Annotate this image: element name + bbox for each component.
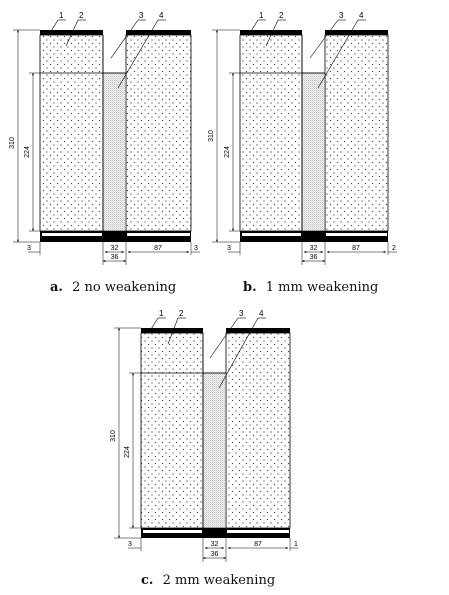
top-plate-right <box>126 30 191 35</box>
bottom-base-plate <box>240 231 388 242</box>
dim-inner-height: 224 <box>124 446 131 458</box>
caption-text: 1 mm weakening <box>265 280 379 295</box>
callout-label-1: 1 <box>259 11 264 20</box>
dim-inner-height: 224 <box>224 146 231 158</box>
core-filled-column <box>203 373 226 528</box>
dim-right-width: 87 <box>254 541 262 548</box>
left-panel <box>40 35 103 231</box>
bottom-base-gap <box>143 530 202 533</box>
dim-left-gap: 3 <box>27 245 31 252</box>
dim-total-height: 310 <box>9 137 16 149</box>
callout-label-3: 3 <box>339 11 344 20</box>
dim-inner-height: 224 <box>24 146 31 158</box>
dim-left-gap: 3 <box>227 245 231 252</box>
dim-core-width: 32 <box>309 245 318 252</box>
dim-core-outer: 36 <box>309 254 318 261</box>
right-panel <box>325 35 388 231</box>
left-panel <box>141 333 203 528</box>
dim-core-width: 32 <box>210 541 219 548</box>
figure-a <box>9 11 200 295</box>
callout-label-1: 1 <box>159 309 164 318</box>
caption-letter: b. <box>243 280 257 295</box>
bottom-base-plate <box>40 231 191 242</box>
right-panel <box>126 35 191 231</box>
core-filled-column <box>103 73 126 231</box>
callout-label-4: 4 <box>359 11 364 20</box>
core-filled-column <box>302 73 325 231</box>
callout-label-2: 2 <box>79 11 84 20</box>
figure-b <box>208 11 397 295</box>
wall-section-drawing <box>240 11 388 242</box>
bottom-base-gap <box>42 233 102 236</box>
caption-text: 2 mm weakening <box>162 573 276 588</box>
figure-caption-c <box>141 573 275 588</box>
dim-core-outer: 36 <box>110 254 119 261</box>
dim-total-height: 310 <box>110 430 117 442</box>
bottom-base-gap-right <box>227 530 289 533</box>
dim-core-width: 32 <box>110 245 119 252</box>
callout-label-2: 2 <box>279 11 284 20</box>
top-plate-right <box>325 30 388 35</box>
dim-total-height: 310 <box>208 130 215 142</box>
bottom-base-gap <box>242 233 301 236</box>
callout-label-3: 3 <box>239 309 244 318</box>
left-panel <box>240 35 302 231</box>
right-panel <box>226 333 290 528</box>
top-plate-right <box>226 328 290 333</box>
wall-section-drawing <box>40 11 191 242</box>
callout-label-1: 1 <box>59 11 64 20</box>
caption-letter: a. <box>50 280 63 295</box>
dim-right-gap: 1 <box>294 541 298 548</box>
wall-section-drawing <box>141 309 290 538</box>
dim-right-width: 87 <box>352 245 360 252</box>
caption-letter: c. <box>141 573 154 588</box>
dim-right-gap: 2 <box>392 245 396 252</box>
dim-right-gap: 3 <box>194 245 198 252</box>
callout-label-4: 4 <box>159 11 164 20</box>
bottom-base-gap-right <box>326 233 387 236</box>
callout-label-4: 4 <box>259 309 264 318</box>
dim-right-width: 87 <box>154 245 162 252</box>
figure-caption-a <box>50 280 176 295</box>
figure-c <box>110 309 298 588</box>
caption-text: 2 no weakening <box>72 280 177 295</box>
figure-caption-b <box>243 280 378 295</box>
dim-core-outer: 36 <box>210 551 219 558</box>
callout-label-3: 3 <box>139 11 144 20</box>
dim-left-gap: 3 <box>128 541 132 548</box>
callout-label-2: 2 <box>179 309 184 318</box>
bottom-base-gap-right <box>127 233 190 236</box>
